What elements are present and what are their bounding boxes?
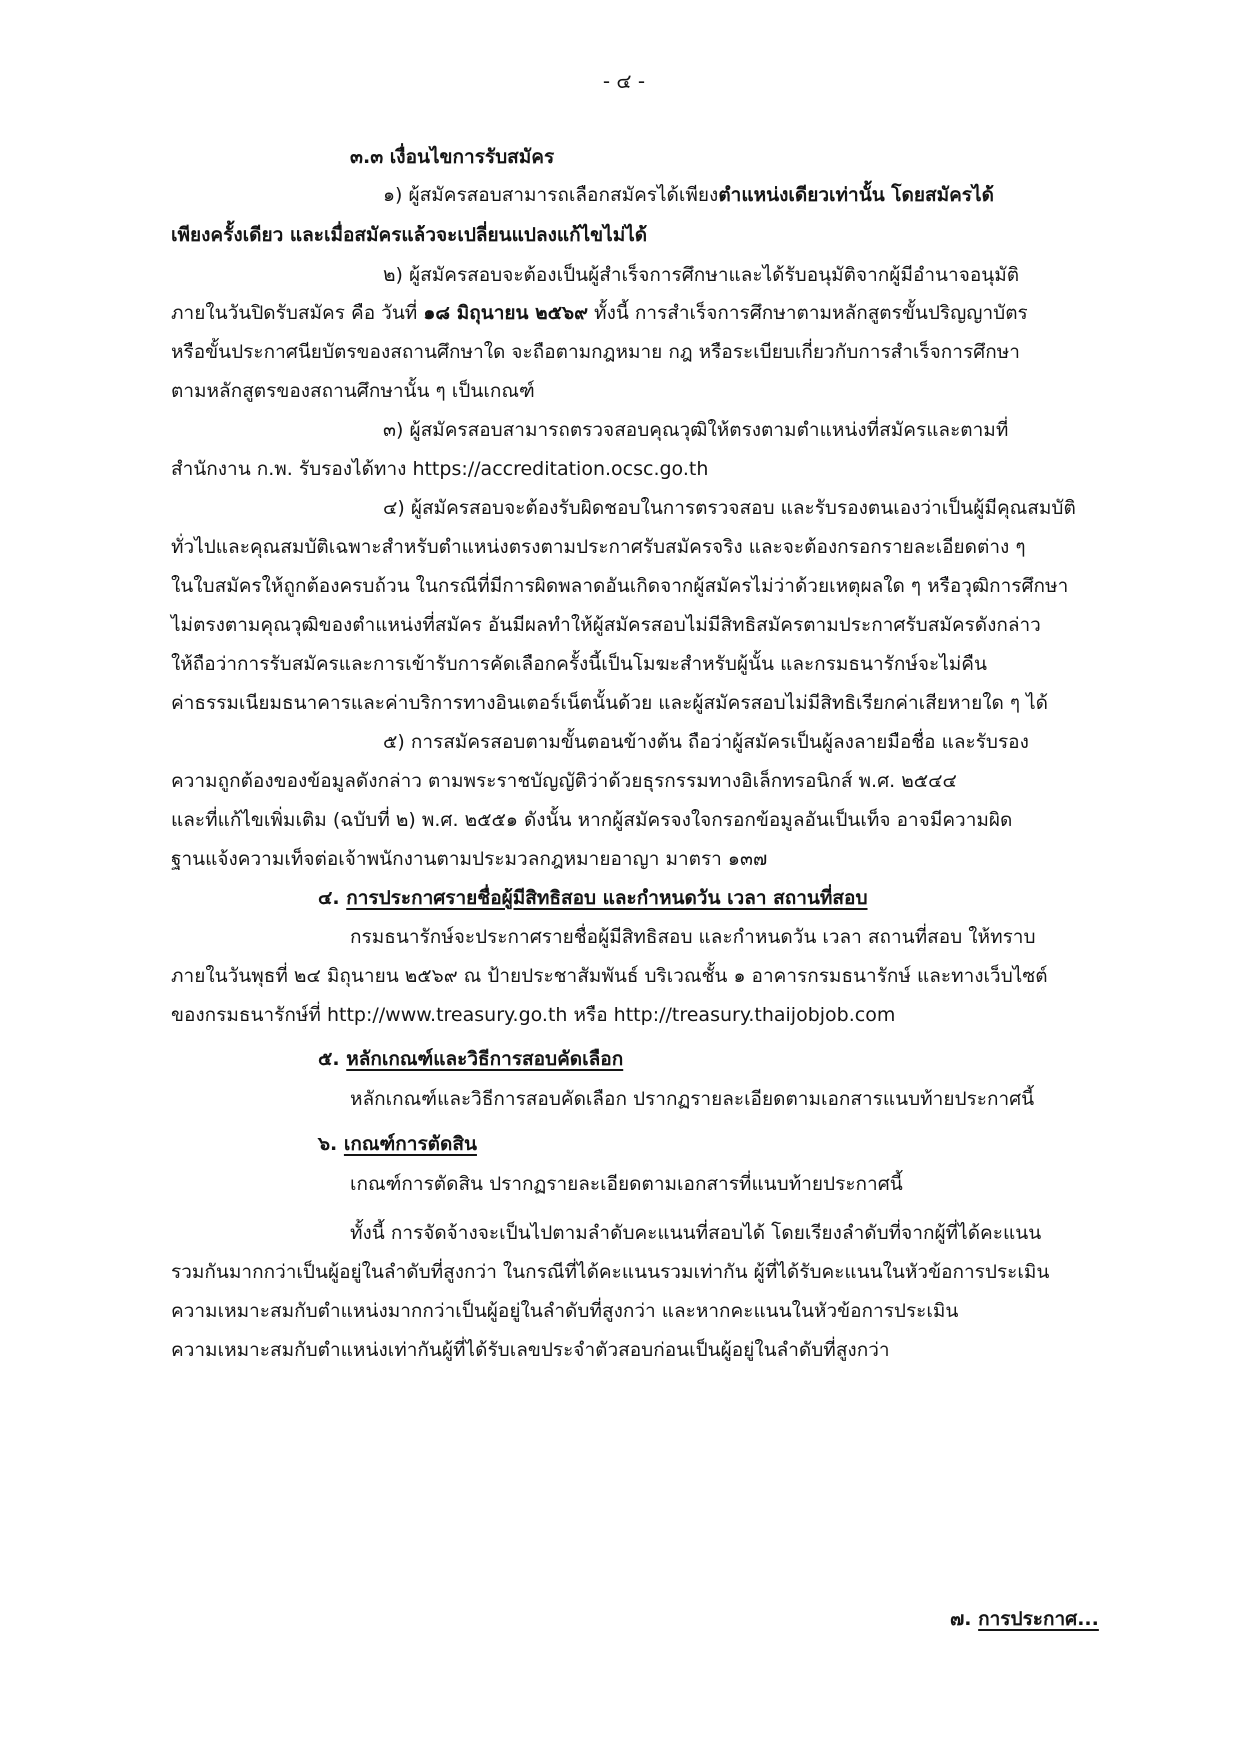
section-6-heading xyxy=(318,1131,477,1157)
paragraph-line: ความเหมาะสมกับตำแหน่งเท่ากันผู้ที่ได้รับเลขประจำตัวสอบก่อนเป็นผู้อยู่ในลำดับที่สูงกว่า xyxy=(171,1339,890,1361)
paragraph-line xyxy=(171,300,1028,326)
paragraph-line: ให้ถือว่าการรับสมัครและการเข้ารับการคัดเลือกครั้งนี้เป็นโมฆะสำหรับผู้นั้น และกรมธนารักษ์จะไม่คืน xyxy=(171,653,987,675)
paragraph-line: ทั่วไปและคุณสมบัติเฉพาะสำหรับตำแหน่งตรงตามประกาศรับสมัครจริง และจะต้องกรอกรายละเอียดต่าง ๆ xyxy=(171,536,1026,558)
section-4-heading xyxy=(318,885,868,911)
page-number: - ๔ - xyxy=(602,69,646,93)
continuation-text: การประกาศ... xyxy=(978,1608,1099,1630)
paragraph-line: รวมกันมากกว่าเป็นผู้อยู่ในลำดับที่สูงกว่า ในกรณีที่ได้คะแนนรวมเท่ากัน ผู้ที่ได้รับคะแนนในหัวข้อการประเมิน xyxy=(171,1261,1050,1283)
paragraph-line: ๕) การสมัครสอบตามขั้นตอนข้างต้น ถือว่าผู้สมัครเป็นผู้ลงลายมือชื่อ และรับรอง xyxy=(383,731,1029,753)
paragraph-line: กรมธนารักษ์จะประกาศรายชื่อผู้มีสิทธิสอบ และกำหนดวัน เวลา สถานที่สอบ ให้ทราบ xyxy=(350,926,1036,948)
paragraph-line: และที่แก้ไขเพิ่มเติม (ฉบับที่ ๒) พ.ศ. ๒๕๕๑ ดังนั้น หากผู้สมัครจงใจกรอกข้อมูลอันเป็นเท็จ อาจมีความผิด xyxy=(171,809,1013,831)
section-title: เกณฑ์การตัดสิน xyxy=(343,1133,477,1155)
paragraph-line: ตามหลักสูตรของสถานศึกษานั้น ๆ เป็นเกณฑ์ xyxy=(171,380,535,402)
next-page-continuation xyxy=(950,1606,1099,1632)
section-3-3-title: ๓.๓ เงื่อนไขการรับสมัคร xyxy=(350,146,555,168)
section-number: ๖. xyxy=(318,1133,344,1155)
paragraph-line: เกณฑ์การตัดสิน ปรากฏรายละเอียดตามเอกสารที่แนบท้ายประกาศนี้ xyxy=(350,1173,903,1195)
text-fragment: ทั้งนี้ การสำเร็จการศึกษาตามหลักสูตรขั้นปริญญาบัตร xyxy=(588,302,1028,324)
paragraph-line: ๔) ผู้สมัครสอบจะต้องรับผิดชอบในการตรวจสอบ และรับรองตนเองว่าเป็นผู้มีคุณสมบัติ xyxy=(383,497,1076,519)
paragraph-line: สำนักงาน ก.พ. รับรองได้ทาง https://accreditation.ocsc.go.th xyxy=(171,458,709,480)
paragraph-line: ภายในวันพุธที่ ๒๔ มิถุนายน ๒๕๖๙ ณ ป้ายประชาสัมพันธ์ บริเวณชั้น ๑ อาคารกรมธนารักษ์ และทางเว็บไซต์ xyxy=(171,965,1048,987)
paragraph-line: ๒) ผู้สมัครสอบจะต้องเป็นผู้สำเร็จการศึกษาและได้รับอนุมัติจากผู้มีอำนาจอนุมัติ xyxy=(383,264,1020,286)
paragraph-line: หลักเกณฑ์และวิธีการสอบคัดเลือก ปรากฏรายละเอียดตามเอกสารแนบท้ายประกาศนี้ xyxy=(350,1088,1035,1110)
section-number: ๔. xyxy=(318,887,347,909)
section-title: การประกาศรายชื่อผู้มีสิทธิสอบ และกำหนดวัน เวลา สถานที่สอบ xyxy=(346,887,868,909)
emphasis-text: ตำแหน่งเดียวเท่านั้น โดยสมัครได้ xyxy=(718,184,994,206)
paragraph-line: ความเหมาะสมกับตำแหน่งมากกว่าเป็นผู้อยู่ในลำดับที่สูงกว่า และหากคะแนนในหัวข้อการประเมิน xyxy=(171,1300,959,1322)
paragraph-line: หรือขั้นประกาศนียบัตรของสถานศึกษาใด จะถือตามกฎหมาย กฎ หรือระเบียบเกี่ยวกับการสำเร็จการศึกษา xyxy=(171,341,1020,363)
paragraph-line: เพียงครั้งเดียว และเมื่อสมัครแล้วจะเปลี่ยนแปลงแก้ไขไม่ได้ xyxy=(171,224,648,246)
paragraph-line: ของกรมธนารักษ์ที่ http://www.treasury.go.th หรือ http://treasury.thaijobjob.com xyxy=(171,1004,896,1026)
paragraph-line xyxy=(383,182,994,208)
paragraph-line: ทั้งนี้ การจัดจ้างจะเป็นไปตามลำดับคะแนนที่สอบได้ โดยเรียงลำดับที่จากผู้ที่ได้คะแนน xyxy=(350,1222,1042,1244)
paragraph-line: ความถูกต้องของข้อมูลดังกล่าว ตามพระราชบัญญัติว่าด้วยธุรกรรมทางอิเล็กทรอนิกส์ พ.ศ. ๒๕๔๔ xyxy=(171,770,957,792)
paragraph-line: ในใบสมัครให้ถูกต้องครบถ้วน ในกรณีที่มีการผิดพลาดอันเกิดจากผู้สมัครไม่ว่าด้วยเหตุผลใด ๆ หรือวุฒิการศึกษา xyxy=(171,575,1069,597)
text-fragment: ๑) ผู้สมัครสอบสามารถเลือกสมัครได้เพียง xyxy=(383,184,719,206)
paragraph-line: ค่าธรรมเนียมธนาคารและค่าบริการทางอินเตอร์เน็ตนั้นด้วย และผู้สมัครสอบไม่มีสิทธิเรียกค่าเสียหายใด ๆ ได้ xyxy=(171,692,1049,714)
section-5-heading xyxy=(318,1046,623,1072)
section-number: ๗. xyxy=(950,1608,979,1630)
text-fragment: ภายในวันปิดรับสมัคร คือ วันที่ xyxy=(171,302,424,324)
paragraph-line: ฐานแจ้งความเท็จต่อเจ้าพนักงานตามประมวลกฎหมายอาญา มาตรา ๑๓๗ xyxy=(171,848,768,870)
section-title: หลักเกณฑ์และวิธีการสอบคัดเลือก xyxy=(346,1048,624,1070)
paragraph-line: ไม่ตรงตามคุณวุฒิของตำแหน่งที่สมัคร อันมีผลทำให้ผู้สมัครสอบไม่มีสิทธิสมัครตามประกาศรับสมัครดังกล่าว xyxy=(171,614,1041,636)
closing-date: ๑๘ มิถุนายน ๒๕๖๙ xyxy=(423,302,589,324)
paragraph-line: ๓) ผู้สมัครสอบสามารถตรวจสอบคุณวุฒิให้ตรงตามตำแหน่งที่สมัครและตามที่ xyxy=(383,419,1009,441)
section-number: ๕. xyxy=(318,1048,347,1070)
